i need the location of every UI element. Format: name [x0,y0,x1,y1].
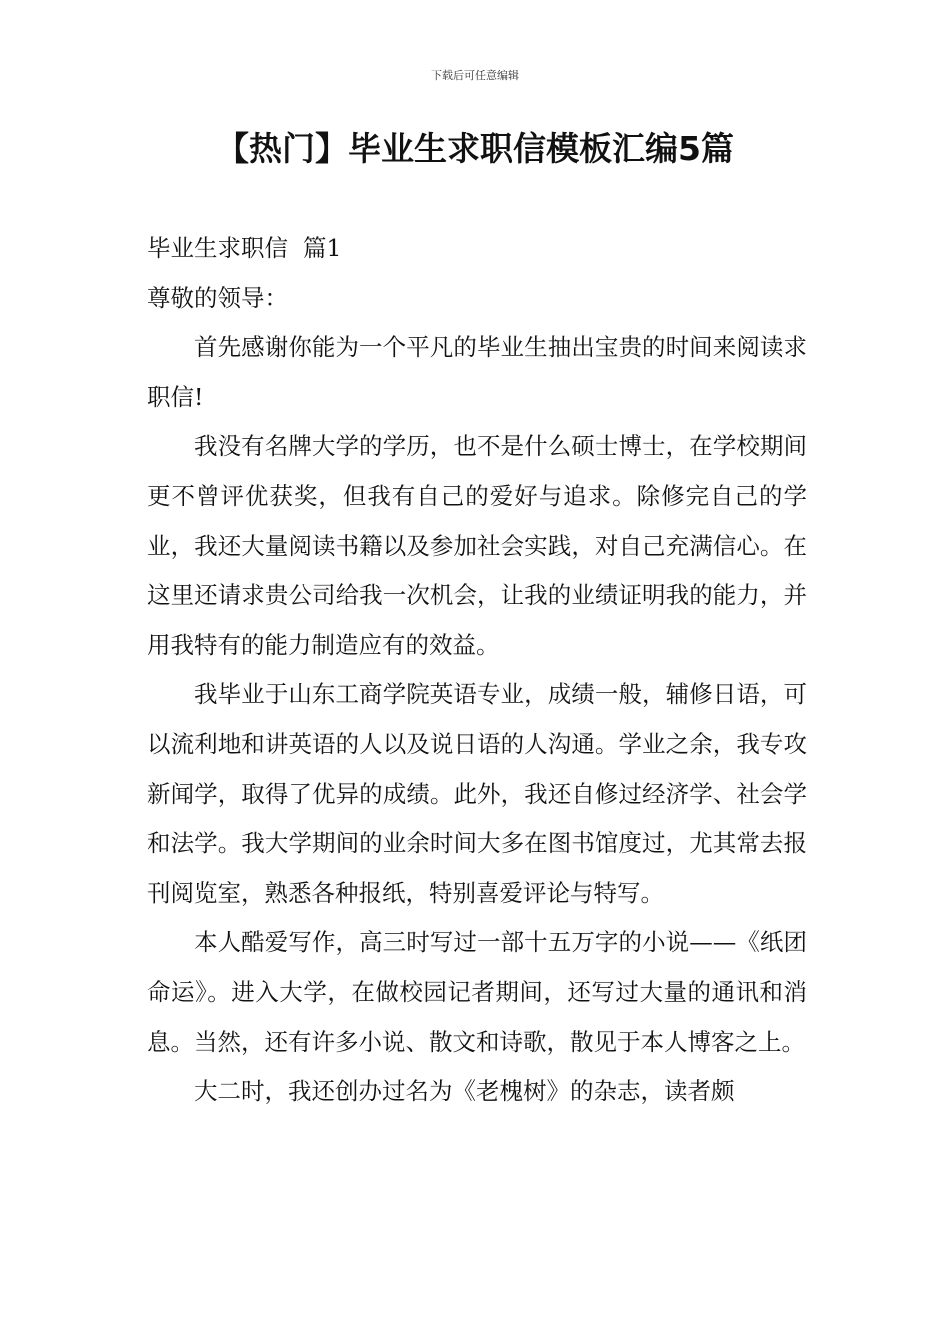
paragraph: 我没有名牌大学的学历，也不是什么硕士博士，在学校期间更不曾评优获奖，但我有自己的爱好与追求。除修完自己的学业，我还大量阅读书籍以及参加社会实践，对自己充满信心。在这里还请求贵公司给我一次机会，让我的业绩证明我的能力，并用我特有的能力制造应有的效益。 [147,432,807,659]
paragraph: 首先感谢你能为一个平凡的毕业生抽出宝贵的时间来阅读求职信! [147,333,807,411]
header-note: 下载后可任意编辑 [431,69,519,82]
document-title: 【热门】毕业生求职信模板汇编5篇 [216,129,734,168]
paragraph: 我毕业于山东工商学院英语专业，成绩一般，辅修日语，可以流利地和讲英语的人以及说日语的人沟通。学业之余，我专攻新闻学，取得了优异的成绩。此外，我还自修过经济学、社会学和法学。我大学期间的业余时间大多在图书馆度过，尤其常去报刊阅览室，熟悉各种报纸，特别喜爱评论与特写。 [147,680,807,907]
section-heading: 毕业生求职信 篇1 [147,234,342,262]
document-body [147,224,807,1117]
salutation: 尊敬的领导： [147,283,288,312]
paragraph: 大二时，我还创办过名为《老槐树》的杂志，读者颇 [194,1077,735,1106]
paragraph: 本人酷爱写作，高三时写过一部十五万字的小说——《纸团命运》。进入大学，在做校园记者期间，还写过大量的通讯和消息。当然，还有许多小说、散文和诗歌，散见于本人博客之上。 [147,928,807,1056]
